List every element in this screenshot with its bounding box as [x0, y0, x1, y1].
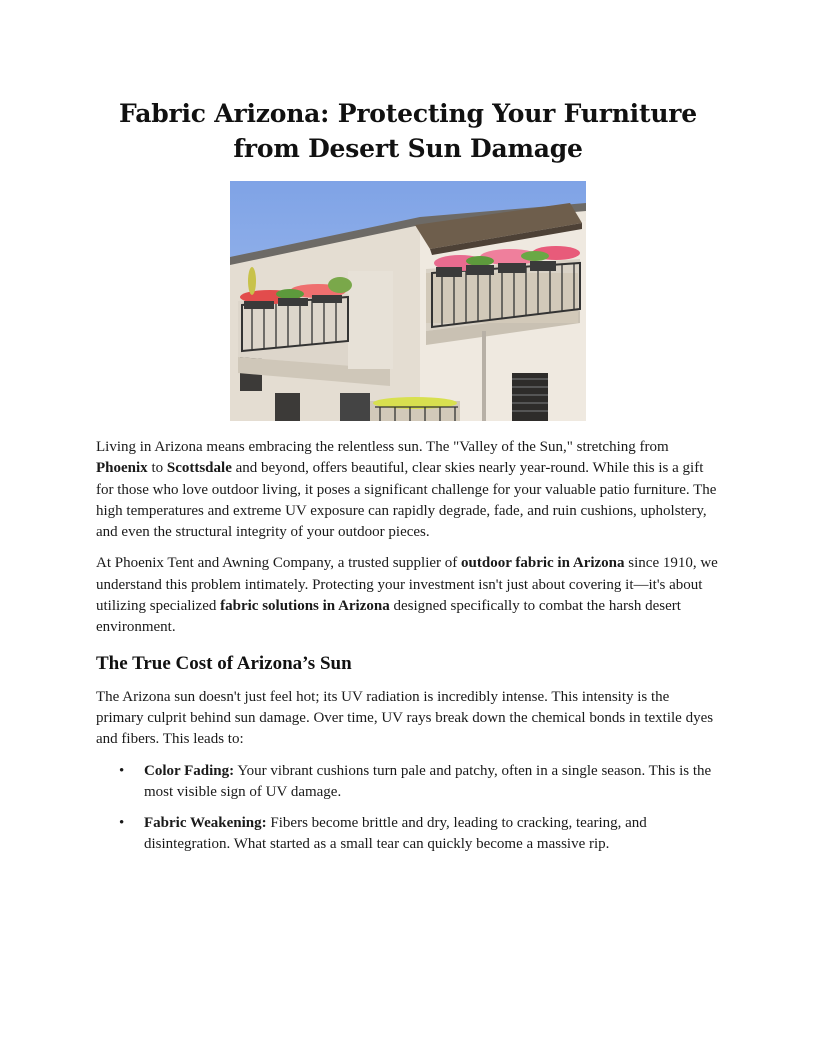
section-heading: The True Cost of Arizona’s Sun [96, 652, 352, 674]
list-item-text: Fibers become brittle and dry, leading to cracking, tearing, and disintegration. What started as a small tear can quickly become a massive rip. [144, 815, 647, 853]
intro-paragraph [96, 437, 720, 543]
intro-text-3: and beyond, offers beautiful, clear skies nearly year-round. While this is a gift for those who love outdoor living, it poses a significant challenge for your valuable patio furniture. The high temperatures and extreme UV exposure can rapidly degrade, fade, and ruin cushions, upholstery, and even the structural integrity of your outdoor pieces. [96, 460, 717, 541]
intro-text-1: Living in Arizona means embracing the relentless sun. The "Valley of the Sun," stretching from [96, 439, 669, 455]
company-bold-2: fabric solutions in Arizona [220, 598, 390, 615]
list-item-term: Fabric Weakening: [144, 815, 267, 832]
list-item [119, 813, 720, 856]
company-text-2: since 1910, we understand this problem intimately. Protecting your investment isn't just about covering it—it's about utilizing specialized [96, 555, 718, 615]
list-item-text: Your vibrant cushions turn pale and patchy, often in a single season. This is the most visible sign of UV damage. [144, 762, 712, 800]
document-title: Fabric Arizona: Protecting Your Furniture from Desert Sun Damage [119, 99, 697, 163]
company-paragraph [96, 553, 720, 638]
document-page [96, 96, 720, 866]
damage-list [96, 761, 720, 856]
intro-phoenix: Phoenix [96, 460, 148, 477]
section-paragraph: The Arizona sun doesn't just feel hot; its UV radiation is incredibly intense. This intensity is the primary culprit behind sun damage. Over time, UV rays break down the chemical bonds in textile dyes and fibers. This leads to: [96, 688, 714, 748]
list-item [119, 761, 720, 804]
intro-text-2: to [147, 460, 167, 477]
bullet-icon: • [119, 815, 125, 832]
intro-scottsdale: Scottsdale [166, 460, 232, 477]
balcony-photo [230, 181, 586, 421]
list-item-term: Color Fading: [144, 762, 235, 779]
company-text-1: At Phoenix Tent and Awning Company, a trusted supplier of [96, 555, 462, 572]
company-bold-1: outdoor fabric in Arizona [461, 555, 625, 572]
bullet-icon: • [119, 762, 125, 779]
company-text-3: designed specifically to combat the harsh desert environment. [96, 598, 681, 636]
